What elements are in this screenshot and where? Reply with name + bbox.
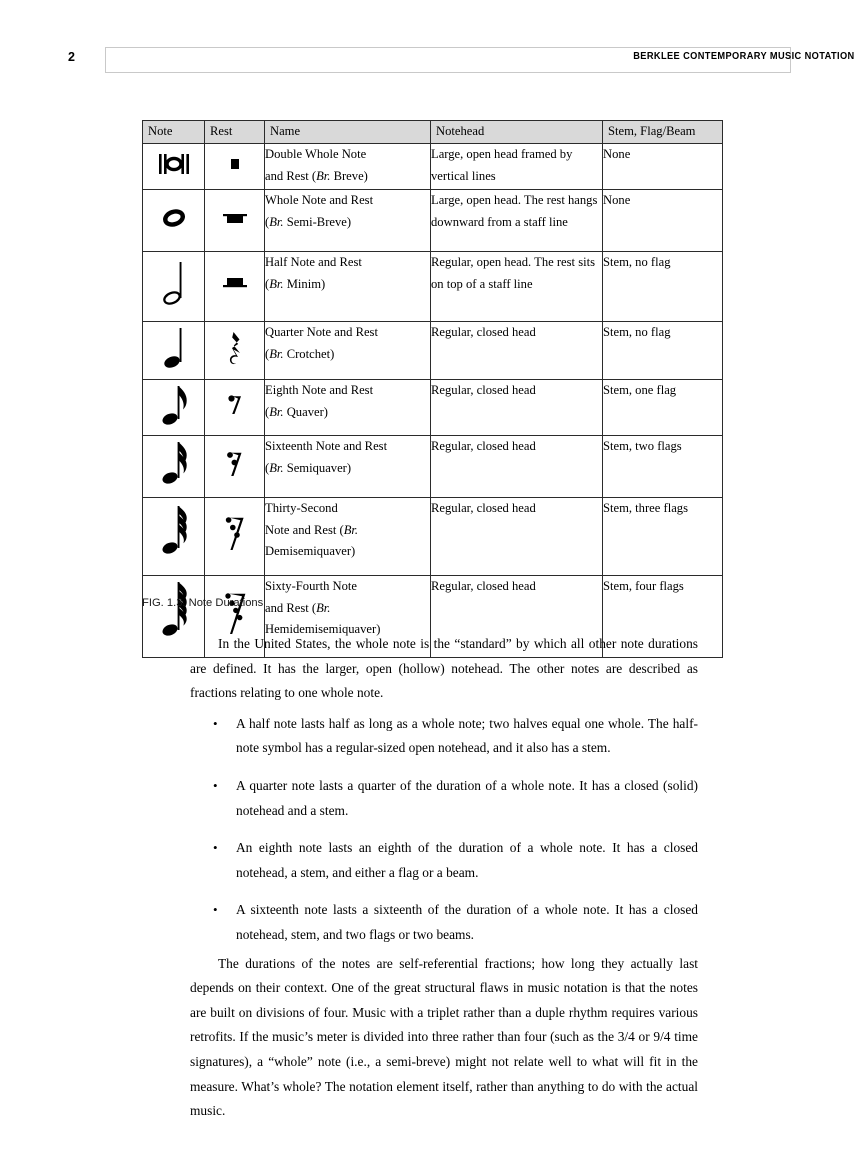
note-glyph-cell (143, 190, 205, 252)
name-line-tail: Semiquaver) (283, 460, 352, 475)
note-glyph-cell (143, 380, 205, 436)
column-header-rest: Rest (205, 121, 265, 144)
note-glyph-cell (143, 436, 205, 498)
name-line-1: Whole Note and Rest (265, 193, 374, 207)
table-row (143, 380, 723, 436)
list-item-text: A half note lasts half as long as a whole note; two halves equal one whole. The half-note symbol has a regular-sized open notehead, and it also has a stem. (236, 715, 698, 756)
bullet-icon: • (213, 902, 218, 918)
column-header-notehead: Notehead (431, 121, 603, 144)
name-br-abbrev: Br. (269, 214, 284, 229)
note-durations-figure (142, 120, 722, 658)
name-line-tail: Minim) (283, 276, 326, 291)
list-item (190, 712, 698, 761)
rest-glyph-cell (205, 380, 265, 436)
quarter-note-icon (148, 322, 200, 374)
thirty-second-rest-icon (215, 498, 255, 570)
half-note-icon (148, 252, 200, 316)
half-rest-icon (215, 252, 255, 316)
name-line-2: and Rest ( (265, 600, 317, 615)
notehead-description-cell: Regular, closed head (431, 380, 603, 436)
stem-description-cell: None (603, 144, 723, 190)
name-br-abbrev: Br. (269, 404, 284, 419)
table-header-row (143, 121, 723, 144)
duration-name-cell (265, 498, 431, 576)
name-line-tail: Demisemiquaver) (265, 544, 356, 558)
rest-glyph-cell (205, 436, 265, 498)
name-line-tail: Crotchet) (283, 346, 335, 361)
notehead-description-cell: Regular, closed head (431, 322, 603, 380)
stem-description-cell: Stem, three flags (603, 498, 723, 576)
column-header-name: Name (265, 121, 431, 144)
bullet-icon: • (213, 840, 218, 856)
name-line-2: and Rest ( (265, 168, 317, 183)
table-row (143, 252, 723, 322)
notehead-description-cell: Large, open head framed by vertical lines (431, 144, 603, 190)
notehead-description-cell: Regular, closed head (431, 576, 603, 658)
name-line-1: Thirty-Second (265, 501, 338, 515)
table-row (143, 190, 723, 252)
stem-description-cell: Stem, one flag (603, 380, 723, 436)
list-item (190, 898, 698, 947)
name-line-tail: Breve) (330, 168, 368, 183)
stem-description-cell: Stem, four flags (603, 576, 723, 658)
note-glyph-cell (143, 498, 205, 576)
rest-glyph-cell (205, 252, 265, 322)
notehead-description-cell: Regular, closed head (431, 498, 603, 576)
name-line-1: Sixty-Fourth Note (265, 579, 358, 593)
name-br-abbrev: Br. (269, 346, 284, 361)
whole-rest-icon (215, 190, 255, 246)
figure-caption: FIG. 1.3. Note Durations (142, 597, 264, 609)
name-line-tail: Semi-Breve) (283, 214, 352, 229)
column-header-stem: Stem, Flag/Beam (603, 121, 723, 144)
note-glyph-cell (143, 252, 205, 322)
duration-name-cell (265, 144, 431, 190)
note-fraction-bullet-list (190, 712, 698, 948)
table-row (143, 144, 723, 190)
table-row (143, 498, 723, 576)
name-line-2: ( (265, 404, 270, 419)
book-title: BERKLEE CONTEMPORARY MUSIC NOTATION (633, 50, 855, 62)
paragraph-intro: In the United States, the whole note is the “standard” by which all other note durations are defined. It has the larger, open (hollow) notehead. The other notes are described as fractions relating to one whole note. (190, 636, 698, 701)
name-line-2: ( (265, 276, 270, 291)
body-text-column (190, 632, 698, 1126)
list-item-text: A quarter note lasts a quarter of the duration of a whole note. It has a closed (solid) notehead and a stem. (236, 777, 698, 818)
list-item-text: An eighth note lasts an eighth of the duration of a whole note. It has a closed notehead, a stem, and either a flag or a beam. (236, 840, 698, 880)
whole-note-icon (148, 190, 200, 246)
duration-name-cell (265, 380, 431, 436)
duration-name-cell (265, 436, 431, 498)
name-br-abbrev: Br. (316, 600, 331, 615)
name-line-1: Sixteenth Note and Rest (265, 439, 388, 453)
duration-name-cell (265, 322, 431, 380)
page-number: 2 (68, 50, 75, 64)
rest-glyph-cell (205, 190, 265, 252)
name-line-2: ( (265, 460, 270, 475)
quarter-rest-icon (215, 322, 255, 374)
notehead-description-cell: Regular, open head. The rest sits on top of a staff line (431, 252, 603, 322)
rest-glyph-cell (205, 498, 265, 576)
list-item-text: A sixteenth note lasts a sixteenth of the duration of a whole note. It has a closed notehead, stem, and two flags or two beams. (236, 902, 698, 942)
name-br-abbrev: Br. (316, 168, 331, 183)
note-durations-table (142, 120, 723, 658)
name-line-2: ( (265, 214, 270, 229)
name-line-tail: Hemidemisemiquaver) (265, 622, 381, 636)
notehead-description-cell: Regular, closed head (431, 436, 603, 498)
table-row (143, 436, 723, 498)
name-line-tail: Quaver) (283, 404, 328, 419)
eighth-note-icon (148, 380, 200, 430)
note-glyph-cell (143, 144, 205, 190)
list-item (190, 774, 698, 823)
stem-description-cell: Stem, no flag (603, 252, 723, 322)
name-line-2: ( (265, 346, 270, 361)
name-br-abbrev: Br. (343, 522, 359, 537)
rest-glyph-cell (205, 322, 265, 380)
double-whole-note-icon (148, 144, 200, 184)
name-line-2: Note and Rest ( (265, 522, 344, 537)
name-line-1: Quarter Note and Rest (265, 325, 378, 339)
table-row (143, 322, 723, 380)
name-line-1: Half Note and Rest (265, 255, 362, 269)
bullet-icon: • (213, 777, 218, 793)
name-br-abbrev: Br. (269, 460, 284, 475)
page-running-header (0, 0, 864, 100)
list-item (190, 836, 698, 885)
stem-description-cell: Stem, two flags (603, 436, 723, 498)
rest-glyph-cell (205, 144, 265, 190)
double-whole-rest-icon (215, 144, 255, 184)
paragraph-durations: The durations of the notes are self-referential fractions; how long they actually last depends on their context. One of the great structural flaws in music notation is that the notes are built on divisions of four. Music with a triplet rather than a duple rhythm requires various retrofits. If the music’s meter is divided into three rather than four (such as the 3/4 or 9/4 time signatures), a “whole” note (i.e., a semi-breve) might not relate well to what will fit in the measure. What’s whole? The notation element itself, rather than anything to do with the actual music. (190, 955, 698, 1119)
sixteenth-note-icon (148, 436, 200, 492)
note-glyph-cell (143, 322, 205, 380)
eighth-rest-icon (215, 380, 255, 430)
stem-description-cell: Stem, no flag (603, 322, 723, 380)
name-br-abbrev: Br. (269, 276, 284, 291)
stem-description-cell: None (603, 190, 723, 252)
bullet-icon: • (213, 715, 218, 731)
thirty-second-note-icon (148, 498, 200, 570)
duration-name-cell (265, 252, 431, 322)
name-line-1: Eighth Note and Rest (265, 383, 374, 397)
duration-name-cell (265, 190, 431, 252)
column-header-note: Note (143, 121, 205, 144)
notehead-description-cell: Large, open head. The rest hangs downward from a staff line (431, 190, 603, 252)
name-line-1: Double Whole Note (265, 147, 367, 161)
sixteenth-rest-icon (215, 436, 255, 492)
